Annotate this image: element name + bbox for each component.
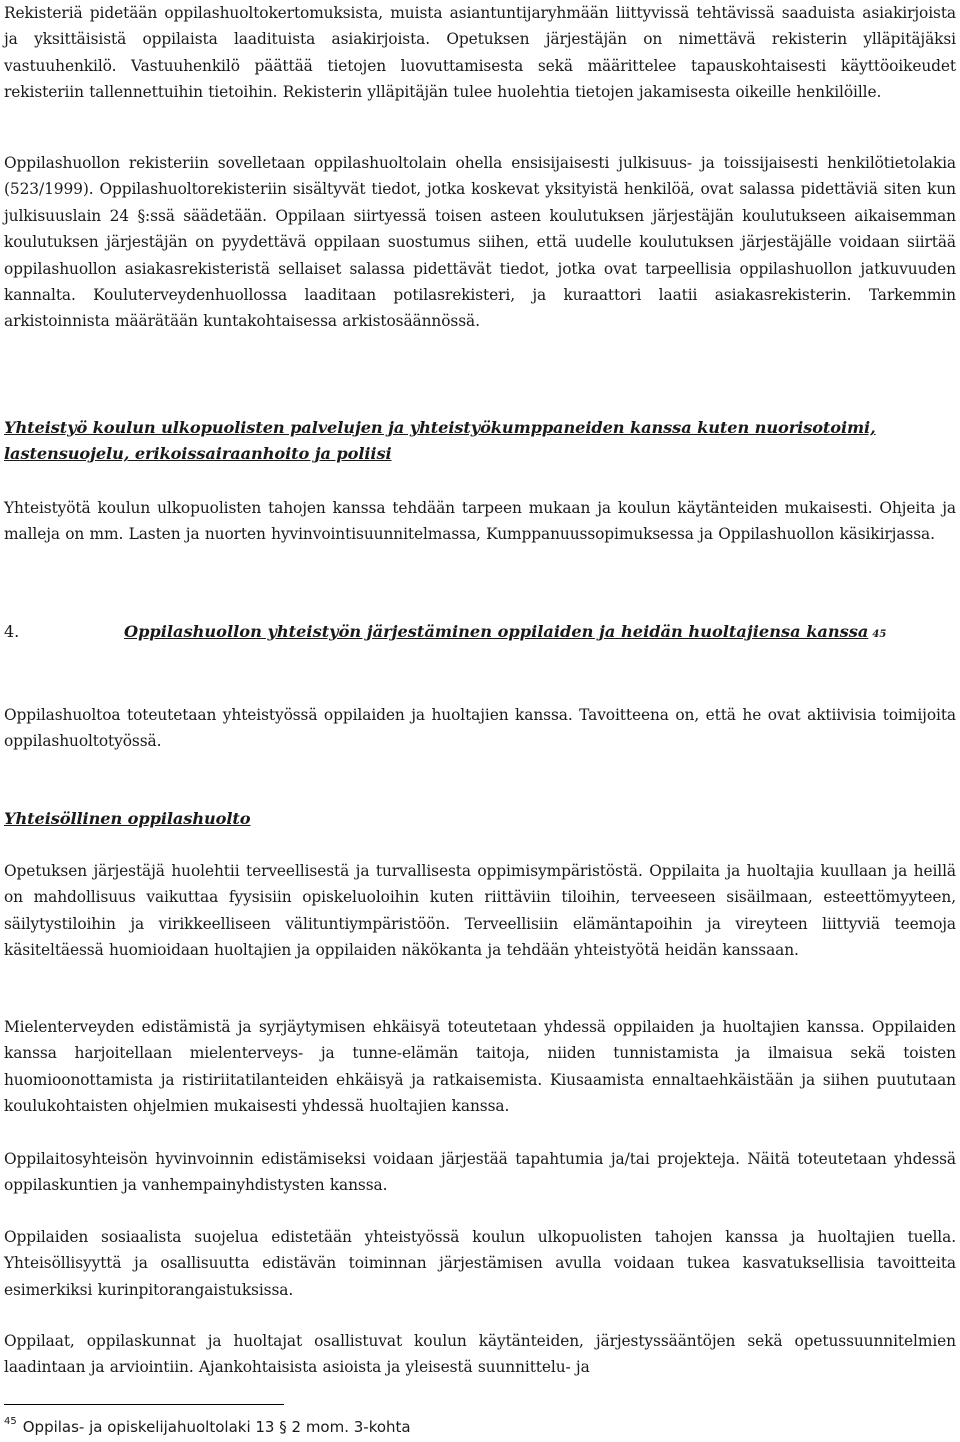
paragraph-community-events	[4, 1146, 956, 1199]
section-number: 4.	[4, 622, 20, 641]
paragraph-register-keeping	[4, 0, 956, 106]
footnote-divider	[4, 1404, 284, 1405]
footnote-text: Oppilas- ja opiskelijahuoltolaki 13 § 2 mom. 3-kohta	[22, 1418, 411, 1436]
body-text: Rekisteriä pidetään oppilashuoltokertomuksista, muista asiantuntijaryhmään liittyvissä tehtävissä saaduista asiakirjoista ja yksittäisistä oppilaista laadituista asiakirjoista. Opetuksen järjestäjän on nimettävä rekisterin ylläpitäjäksi vastuuhenkilö. Vastuuhenkilö päättää tietojen luovuttamisesta sekä määrittelee tapauskohtaisesti käyttöoikeudet rekisteriin tallennettuihin tietoihin. Rekisterin ylläpitäjän tulee huolehtia tietojen jakamisesta oikeille henkilöille.	[4, 4, 956, 102]
footnote-reference: 45	[872, 629, 887, 640]
body-text: Oppilaitosyhteisön hyvinvoinnin edistämiseksi voidaan järjestää tapahtumia ja/tai projekteja. Näitä toteutetaan yhdessä oppilaskuntien ja vanhempainyhdistysten kanssa.	[4, 1150, 956, 1195]
paragraph-register-law	[4, 150, 956, 335]
footnote-number: 45	[4, 1416, 17, 1427]
body-text: Mielenterveyden edistämistä ja syrjäytymisen ehkäisyä toteutetaan yhdessä oppilaiden ja huoltajien kanssa. Oppilaiden kanssa harjoitellaan mielenterveys- ja tunne-elämän taitoja, niiden tunnistamista ja ilmaisua sekä toisten huomioonottamista ja ristiriitatilanteiden ehkäisyä ja ratkaisemista. Kiusaamista ennaltaehkäistään ja siihen puututaan koulukohtaisten ohjelmien mukaisesti yhdessä huoltajien kanssa.	[4, 1018, 956, 1116]
paragraph-participation	[4, 1328, 956, 1381]
paragraph-learning-environment	[4, 858, 956, 964]
section-title: Oppilashuollon yhteistyön järjestäminen oppilaiden ja heidän huoltajiensa kanssa	[124, 622, 869, 641]
body-text: Oppilashuollon rekisteriin sovelletaan oppilashuoltolain ohella ensisijaisesti julkisuus- ja toissijaisesti henkilötietolakia (523/1999). Oppilashuoltorekisteriin sisältyvät tiedot, jotka koskevat yksityistä henkilöä, ovat salassa pidettäviä siten kun julkisuuslain 24 §:ssä säädetään. Oppilaan siirtyessä toisen asteen koulutuksen järjestäjän koulutukseen aikaisemman koulutuksen järjestäjän on pyydettävä oppilaan suostumus siihen, että uudelle koulutuksen järjestäjälle voidaan siirtää oppilashuollon asiakasrekisteristä sellaiset salassa pidettävät tiedot, jotka ovat tarpeellisia oppilashuollon jatkuvuuden kannalta. Kouluterveydenhuollossa laaditaan potilasrekisteri, ja kuraattori laatii asiakasrekisterin. Tarkemmin arkistoinnista määrätään kuntakohtaisessa arkistosäännössä.	[4, 154, 956, 331]
heading-section-4	[4, 622, 956, 641]
footnote	[4, 1416, 411, 1436]
paragraph-external-cooperation	[4, 495, 956, 548]
body-text: Oppilaat, oppilaskunnat ja huoltajat osallistuvat koulun käytänteiden, järjestyssääntöjen sekä opetussuunnitelmien laadintaan ja arviointiin. Ajankohtaisista asioista ja yleisestä suunnittelu- ja	[4, 1332, 956, 1377]
paragraph-social-protection	[4, 1224, 956, 1303]
paragraph-cooperation-goal	[4, 702, 956, 755]
body-text: Oppilashuoltoa toteutetaan yhteistyössä oppilaiden ja huoltajien kanssa. Tavoitteena on, että he ovat aktiivisia toimijoita oppilashuoltotyössä.	[4, 706, 956, 751]
section-heading: Yhteistyö koulun ulkopuolisten palvelujen ja yhteistyökumppaneiden kanssa kuten nuorisotoimi, lastensuojelu, erikoissairaanhoito ja poliisi	[4, 418, 876, 463]
heading-external-cooperation	[4, 415, 956, 467]
body-text: Oppilaiden sosiaalista suojelua edistetään yhteistyössä koulun ulkopuolisten tahojen kanssa ja huoltajien tuella. Yhteisöllisyyttä ja osallisuutta edistävän toiminnan järjestämisen avulla voidaan tukea kasvatuksellisia tavoitteita esimerkiksi kurinpitorangaistuksissa.	[4, 1228, 956, 1299]
body-text: Opetuksen järjestäjä huolehtii terveellisestä ja turvallisesta oppimisympäristöstä. Oppilaita ja huoltajia kuullaan ja heillä on mahdollisuus vaikuttaa fyysisiin opiskeluoloihin kuten riittäviin tiloihin, terveeseen sisäilmaan, esteettömyyteen, säilytystiloihin ja virikkeelliseen välituntiympäristöön. Terveellisiin elämäntapoihin ja vireyteen liittyviä teemoja käsiteltäessä huomioidaan huoltajien ja oppilaiden näkökanta ja tehdään yhteistyötä heidän kanssaan.	[4, 862, 956, 960]
heading-communal-welfare	[4, 806, 956, 832]
body-text: Yhteistyötä koulun ulkopuolisten tahojen kanssa tehdään tarpeen mukaan ja koulun käytänteiden mukaisesti. Ohjeita ja malleja on mm. Lasten ja nuorten hyvinvointisuunnitelmassa, Kumppanuussopimuksessa ja Oppilashuollon käsikirjassa.	[4, 499, 956, 544]
section-heading: Yhteisöllinen oppilashuolto	[4, 809, 251, 828]
paragraph-mental-health	[4, 1014, 956, 1120]
